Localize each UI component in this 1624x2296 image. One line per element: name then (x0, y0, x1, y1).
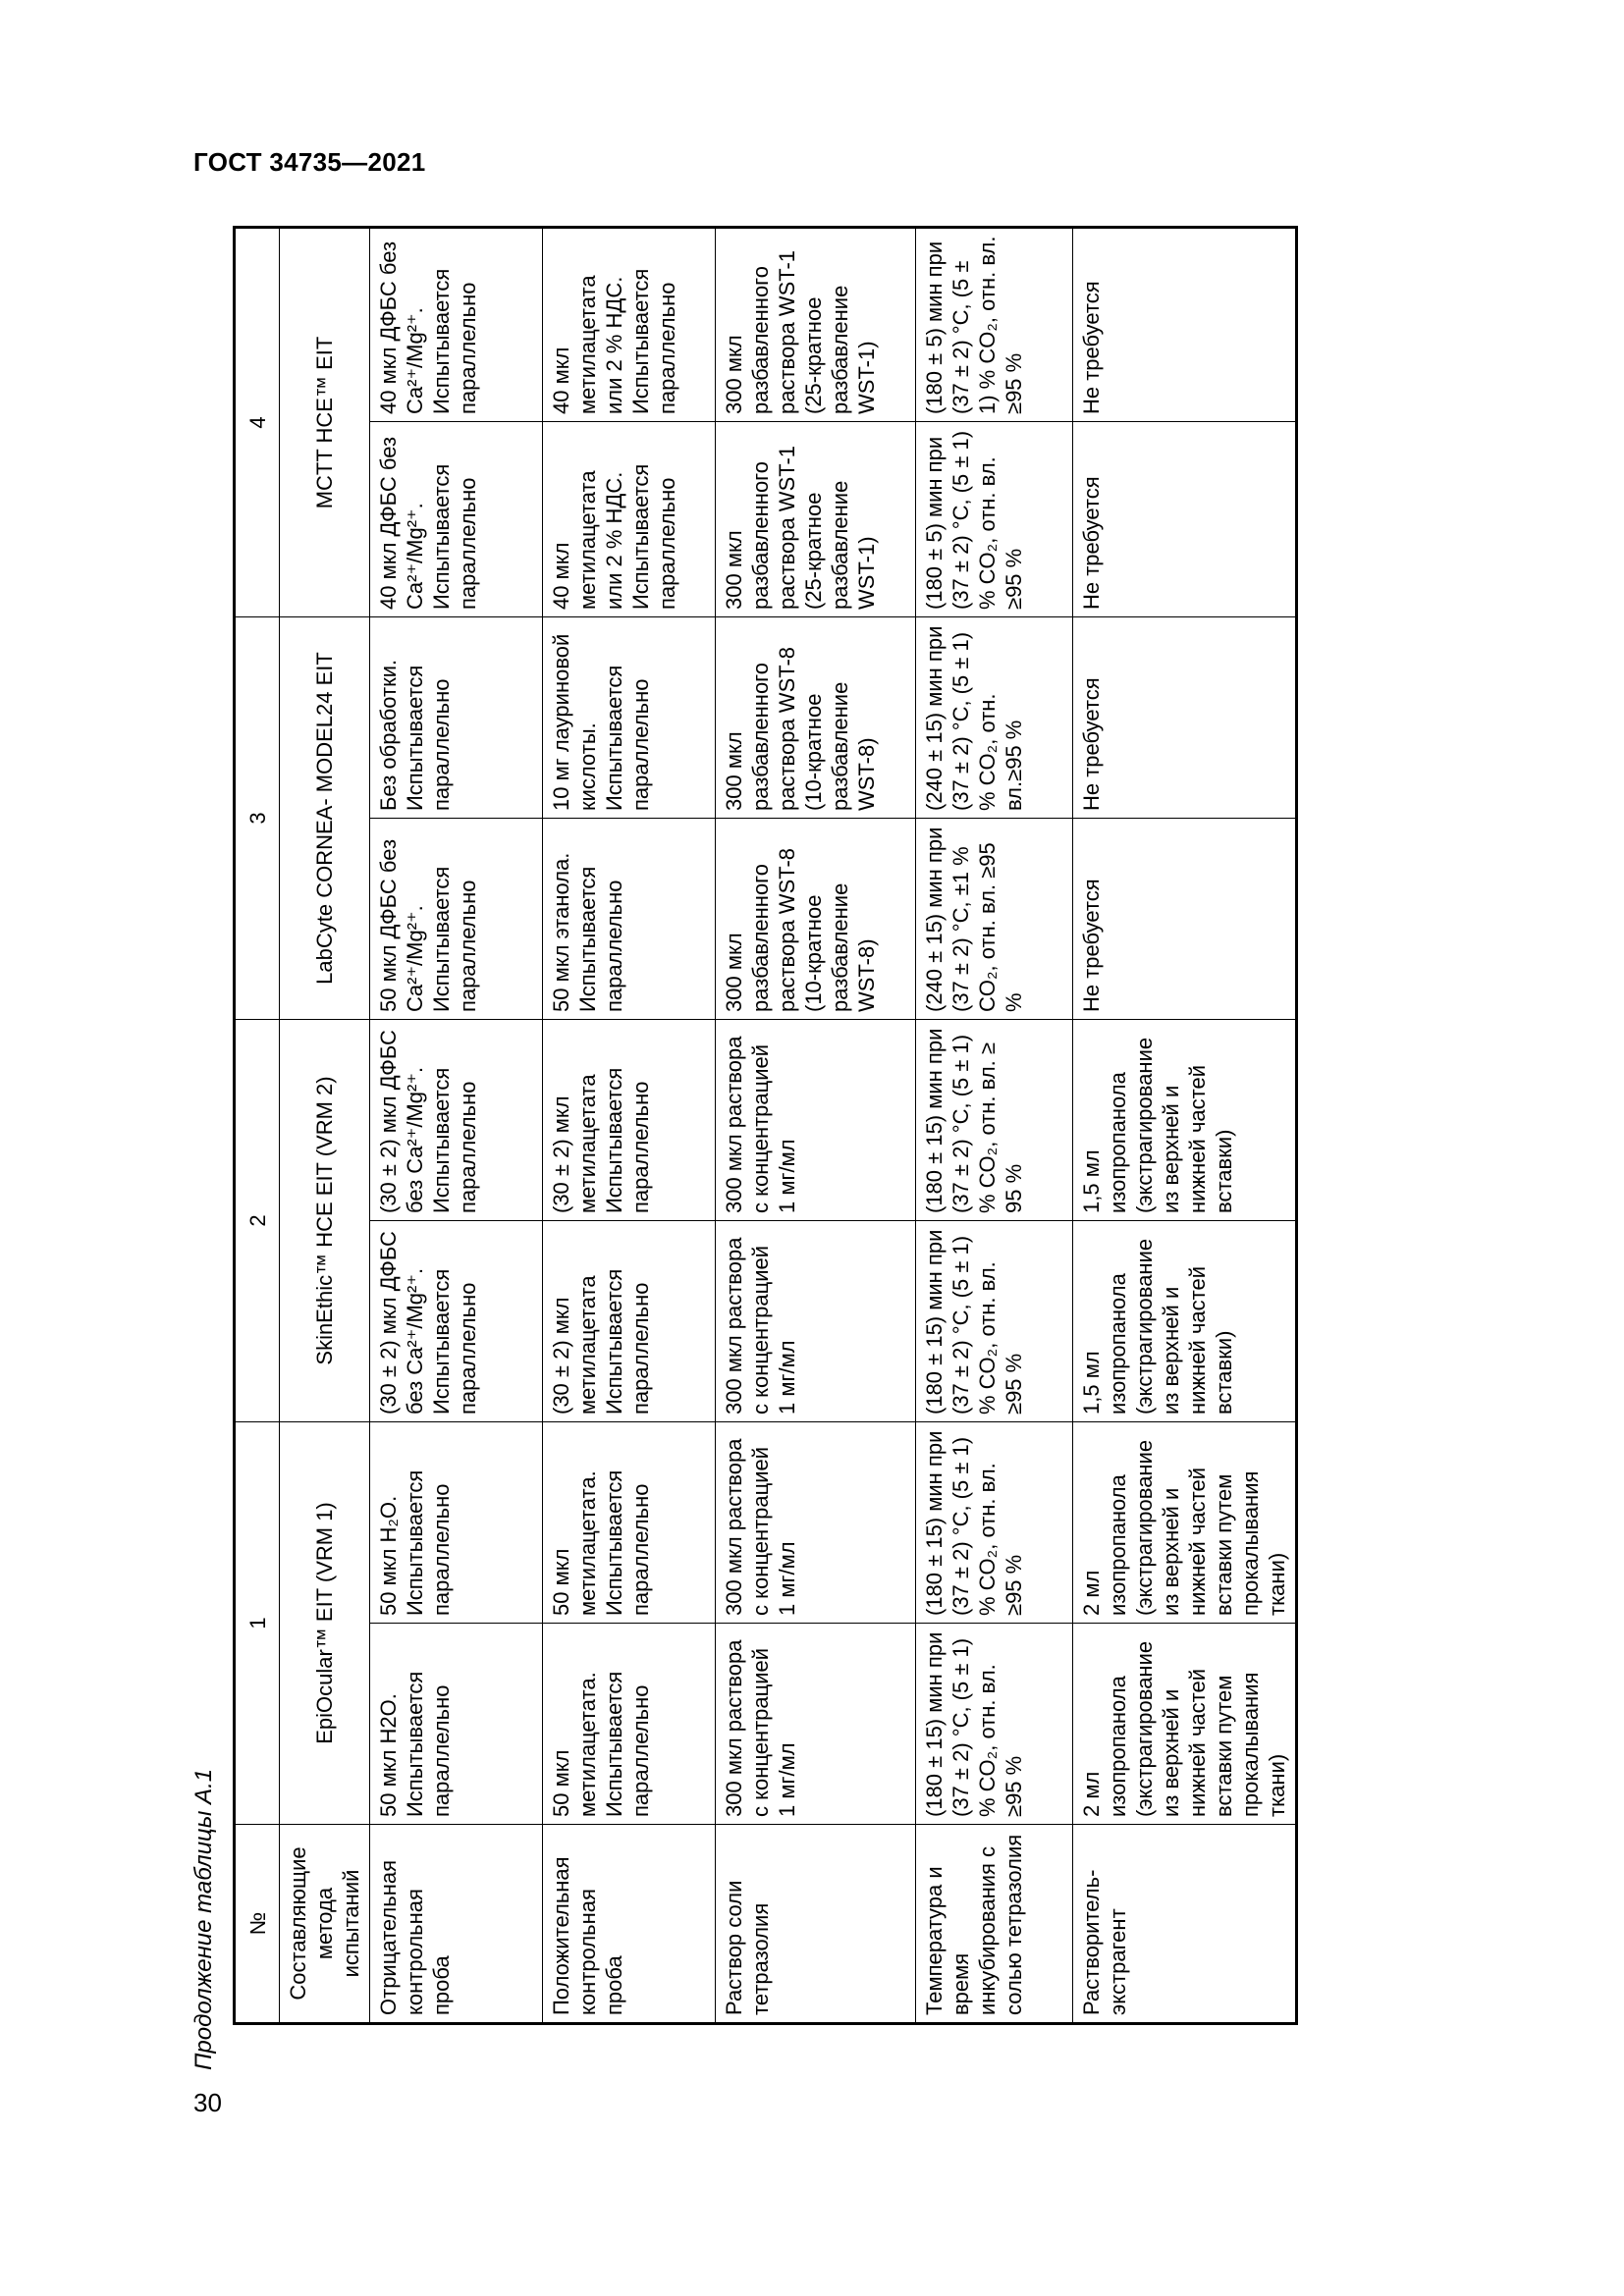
table-cell: (180 ± 5) мин при (37 ± 2) °C, (5 ± 1) % CO₂, отн. вл. ≥95 % (916, 422, 1073, 617)
table-cell: Не требуется (1073, 228, 1297, 422)
table-cell: 50 мкл метилацетата. Испытывается параллельно (543, 1624, 716, 1825)
column-number-row (235, 228, 280, 2024)
table-cell: Не требуется (1073, 819, 1297, 1020)
table-cell: (180 ± 5) мин при (37 ± 2) °C, (5 ± 1) % CO₂, отн. вл. ≥95 % (916, 228, 1073, 422)
table-row-tetrazolium-solution (716, 228, 916, 2024)
column-number: 4 (235, 228, 280, 617)
table-cell: 1,5 мл изопропанола (экстрагирование из верхней и нижней частей вставки) (1073, 1221, 1297, 1422)
method-name: MCTT HCE™ EIT (280, 228, 370, 617)
table-cell: (180 ± 15) мин при (37 ± 2) °C, (5 ± 1) % CO₂, отн. вл. ≥95 % (916, 1624, 1073, 1825)
table-cell: 50 мкл этанола. Испытывается параллельно (543, 819, 716, 1020)
table-cell: 300 мкл разбавленного раствора WST-1 (25-кратное разбавление WST-1) (716, 422, 916, 617)
table-cell: 300 мкл раствора с концентрацией 1 мг/мл (716, 1020, 916, 1221)
table-cell: 300 мкл разбавленного раствора WST-1 (25-кратное разбавление WST-1) (716, 228, 916, 422)
table-caption: Продолжение таблицы А.1 (190, 1768, 217, 2070)
table-cell: (30 ± 2) мкл ДФБС без Ca²⁺/Mg²⁺. Испытывается параллельно (370, 1221, 543, 1422)
method-name: EpiOcular™ EIT (VRM 1) (280, 1422, 370, 1825)
table-cell: 50 мкл H₂O. Испытывается параллельно (370, 1422, 543, 1624)
table-cell: 50 мкл метилацетата. Испытывается параллельно (543, 1422, 716, 1624)
row-label: Температура и время инкубирования с солью тетразолия (916, 1825, 1073, 2024)
num-header: № (235, 1825, 280, 2024)
table-cell: 40 мкл метилацетата или 2 % НДС. Испытывается параллельно (543, 228, 716, 422)
row-label: Растворитель-экстрагент (1073, 1825, 1297, 2024)
table-cell: (240 ± 15) мин при (37 ± 2) °C, ±1 % CO₂, отн. вл. ≥95 % (916, 819, 1073, 1020)
table-row-extractant (1073, 228, 1297, 2024)
table-cell: 1,5 мл изопропанола (экстрагирование из верхней и нижней частей вставки) (1073, 1020, 1297, 1221)
table-cell: 300 мкл раствора с концентрацией 1 мг/мл (716, 1624, 916, 1825)
table-cell: 2 мл изопропанола (экстрагирование из верхней и нижней частей вставки путем прокалывания ткани) (1073, 1624, 1297, 1825)
table-cell: (180 ± 15) мин при (37 ± 2) °C, (5 ± 1) % CO₂, отн. вл. ≥95 % (916, 1221, 1073, 1422)
column-number: 2 (235, 1020, 280, 1422)
table-row-incubation (916, 228, 1073, 2024)
table-cell: 10 мг лауриновой кислоты. Испытывается параллельно (543, 617, 716, 819)
table-cell: (180 ± 15) мин при (37 ± 2) °C, (5 ± 1) % CO₂, отн. вл. ≥ 95 % (916, 1020, 1073, 1221)
table-cell: (180 ± 15) мин при (37 ± 2) °C, (5 ± 1) % CO₂, отн. вл. ≥95 % (916, 1422, 1073, 1624)
table-cell: 300 мкл раствора с концентрацией 1 мг/мл (716, 1422, 916, 1624)
table-cell: 40 мкл ДФБС без Ca²⁺/Mg²⁺. Испытывается параллельно (370, 228, 543, 422)
method-components-table (233, 226, 1298, 2025)
method-name: SkinEthic™ HCE EIT (VRM 2) (280, 1020, 370, 1422)
table-cell: 300 мкл разбавленного раствора WST-8 (10-кратное разбавление WST-8) (716, 617, 916, 819)
table-cell: 2 мл изопропанола (экстрагирование из верхней и нижней частей вставки путем прокалывания ткани) (1073, 1422, 1297, 1624)
column-number: 1 (235, 1422, 280, 1825)
row-label: Отрицательная контрольная проба (370, 1825, 543, 2024)
table-cell: Не требуется (1073, 617, 1297, 819)
rotated-table-block (189, 229, 1289, 2074)
table-cell: (240 ± 15) мин при (37 ± 2) °C, (5 ± 1) % CO₂, отн. вл.≥95 % (916, 617, 1073, 819)
table-cell: 40 мкл ДФБС без Ca²⁺/Mg²⁺. Испытывается параллельно (370, 422, 543, 617)
table-cell: 300 мкл разбавленного раствора WST-8 (10-кратное разбавление WST-8) (716, 819, 916, 1020)
method-name: LabCyte CORNEA- MODEL24 EIT (280, 617, 370, 1020)
table-cell: 50 мкл H2O. Испытывается параллельно (370, 1624, 543, 1825)
row-label: Положительная контрольная проба (543, 1825, 716, 2024)
page-number: 30 (193, 2088, 222, 2117)
method-name-row (280, 228, 370, 2024)
document-header: ГОСТ 34735—2021 (193, 147, 426, 177)
table-cell: (30 ± 2) мкл метилацетата Испытывается параллельно (543, 1020, 716, 1221)
table-cell: Не требуется (1073, 422, 1297, 617)
table-cell: 40 мкл метилацетата или 2 % НДС. Испытывается параллельно (543, 422, 716, 617)
table-cell: Без обработки. Испытывается параллельно (370, 617, 543, 819)
table-cell: (30 ± 2) мкл метилацетата Испытывается параллельно (543, 1221, 716, 1422)
table-row-positive-control (543, 228, 716, 2024)
table-cell: (30 ± 2) мкл ДФБС без Ca²⁺/Mg²⁺. Испытывается параллельно (370, 1020, 543, 1221)
column-number: 3 (235, 617, 280, 1020)
row-label: Раствор соли тетразолия (716, 1825, 916, 2024)
table-cell: 300 мкл раствора с концентрацией 1 мг/мл (716, 1221, 916, 1422)
components-header: Составляющие метода испытаний (280, 1825, 370, 2024)
table-cell: 50 мкл ДФБС без Ca²⁺/Mg²⁺. Испытывается параллельно (370, 819, 543, 1020)
table-row-negative-control (370, 228, 543, 2024)
